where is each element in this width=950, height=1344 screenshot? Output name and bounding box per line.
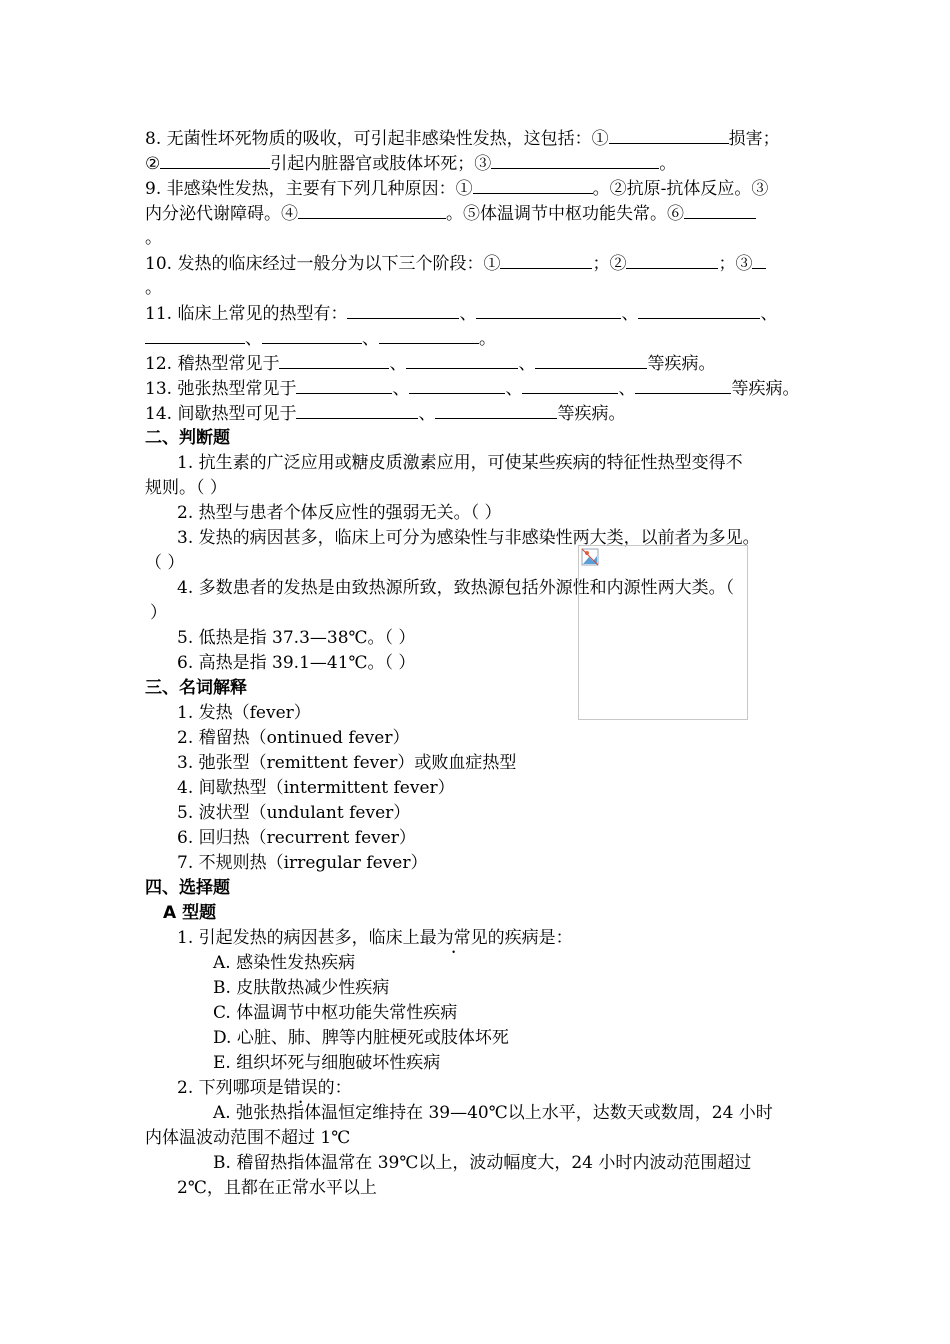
term-item: 6. 回归热（recurrent fever） bbox=[177, 828, 416, 848]
q9-line2: 内分泌代谢障碍。④ 。⑤体温调节中枢功能失常。⑥ bbox=[145, 201, 756, 227]
judge-item: 4. 多数患者的发热是由致热源所致，致热源包括外源性和内源性两大类。（ bbox=[177, 578, 735, 598]
judge-item: 3. 发热的病因甚多，临床上可分为感染性与非感染性两大类，以前者为多见。 bbox=[177, 528, 760, 548]
judge-item: 5. 低热是指 37.3—38℃。（ ） bbox=[177, 628, 416, 648]
choice-option: C. 体温调节中枢功能失常性疾病 bbox=[213, 1003, 458, 1023]
choice-option: A. 弛张热指体温恒定维持在 39—40℃以上水平，达数天或数周，24 小时 bbox=[213, 1103, 773, 1123]
q13-line: 13. 弛张热型常见于 、 、 、 等疾病。 bbox=[145, 376, 799, 402]
choice-q2: 2. 下列哪项是错误的： bbox=[177, 1078, 352, 1098]
judge-item: ） bbox=[150, 603, 167, 623]
terms-heading: 三、名词解释 bbox=[145, 678, 247, 698]
term-item: 7. 不规则热（irregular fever） bbox=[177, 853, 428, 873]
broken-image-icon bbox=[581, 548, 599, 566]
term-item: 4. 间歇热型（intermittent fever） bbox=[177, 778, 455, 798]
q9-line1: 9. 非感染性发热，主要有下列几种原因：① 。②抗原-抗体反应。③ bbox=[145, 176, 768, 202]
q11-line1: 11. 临床上常见的热型有： 、 、 、 bbox=[145, 301, 777, 327]
q9-line3: 。 bbox=[145, 228, 162, 248]
q14-line: 14. 间歇热型可见于 、 等疾病。 bbox=[145, 401, 625, 427]
judge-item: （ ） bbox=[145, 553, 185, 573]
choice-heading: 四、选择题 bbox=[145, 878, 230, 898]
choice-option-cont: 内体温波动范围不超过 1℃ bbox=[145, 1128, 351, 1148]
q10-line1: 10. 发热的临床经过一般分为以下三个阶段：① ；② ；③ bbox=[145, 251, 766, 277]
judge-item: 规则。（ ） bbox=[145, 478, 227, 498]
judge-heading: 二、判断题 bbox=[145, 428, 230, 448]
choice-option: D. 心脏、肺、脾等内脏梗死或肢体坏死 bbox=[213, 1028, 509, 1048]
q10-line2: 。 bbox=[145, 278, 162, 298]
choice-option: B. 皮肤散热减少性疾病 bbox=[213, 978, 390, 998]
term-item: 1. 发热（fever） bbox=[177, 703, 311, 723]
q8-line1: 8. 无菌性坏死物质的吸收，可引起非感染性发热，这包括：① 损害； bbox=[145, 126, 780, 152]
term-item: 2. 稽留热（ontinued fever） bbox=[177, 728, 410, 748]
choice-option-cont: 2℃，且都在正常水平以上 bbox=[177, 1178, 377, 1198]
choice-option: A. 感染性发热疾病 bbox=[213, 953, 356, 973]
term-item: 3. 弛张型（remittent fever）或败血症热型 bbox=[177, 753, 517, 773]
q8-line2: ② 引起内脏器官或肢体坏死；③ 。 bbox=[145, 151, 676, 177]
choice-option: E. 组织坏死与细胞破坏性疾病 bbox=[213, 1053, 441, 1073]
q12-line: 12. 稽热型常见于 、 、 等疾病。 bbox=[145, 351, 715, 377]
q11-line2: 、 、 。 bbox=[145, 326, 496, 352]
choice-q1: 1. 引起发热的病因甚多，临床上最为常见的疾病是： bbox=[177, 928, 573, 948]
judge-item: 6. 高热是指 39.1—41℃。（ ） bbox=[177, 653, 416, 673]
judge-item: 2. 热型与患者个体反应性的强弱无关。（ ） bbox=[177, 503, 502, 523]
choice-subheading: A 型题 bbox=[163, 903, 217, 923]
broken-image bbox=[578, 545, 748, 720]
judge-item: 1. 抗生素的广泛应用或糖皮质激素应用，可使某些疾病的特征性热型变得不 bbox=[177, 453, 743, 473]
term-item: 5. 波状型（undulant fever） bbox=[177, 803, 411, 823]
choice-option: B. 稽留热指体温常在 39℃以上，波动幅度大，24 小时内波动范围超过 bbox=[213, 1153, 752, 1173]
